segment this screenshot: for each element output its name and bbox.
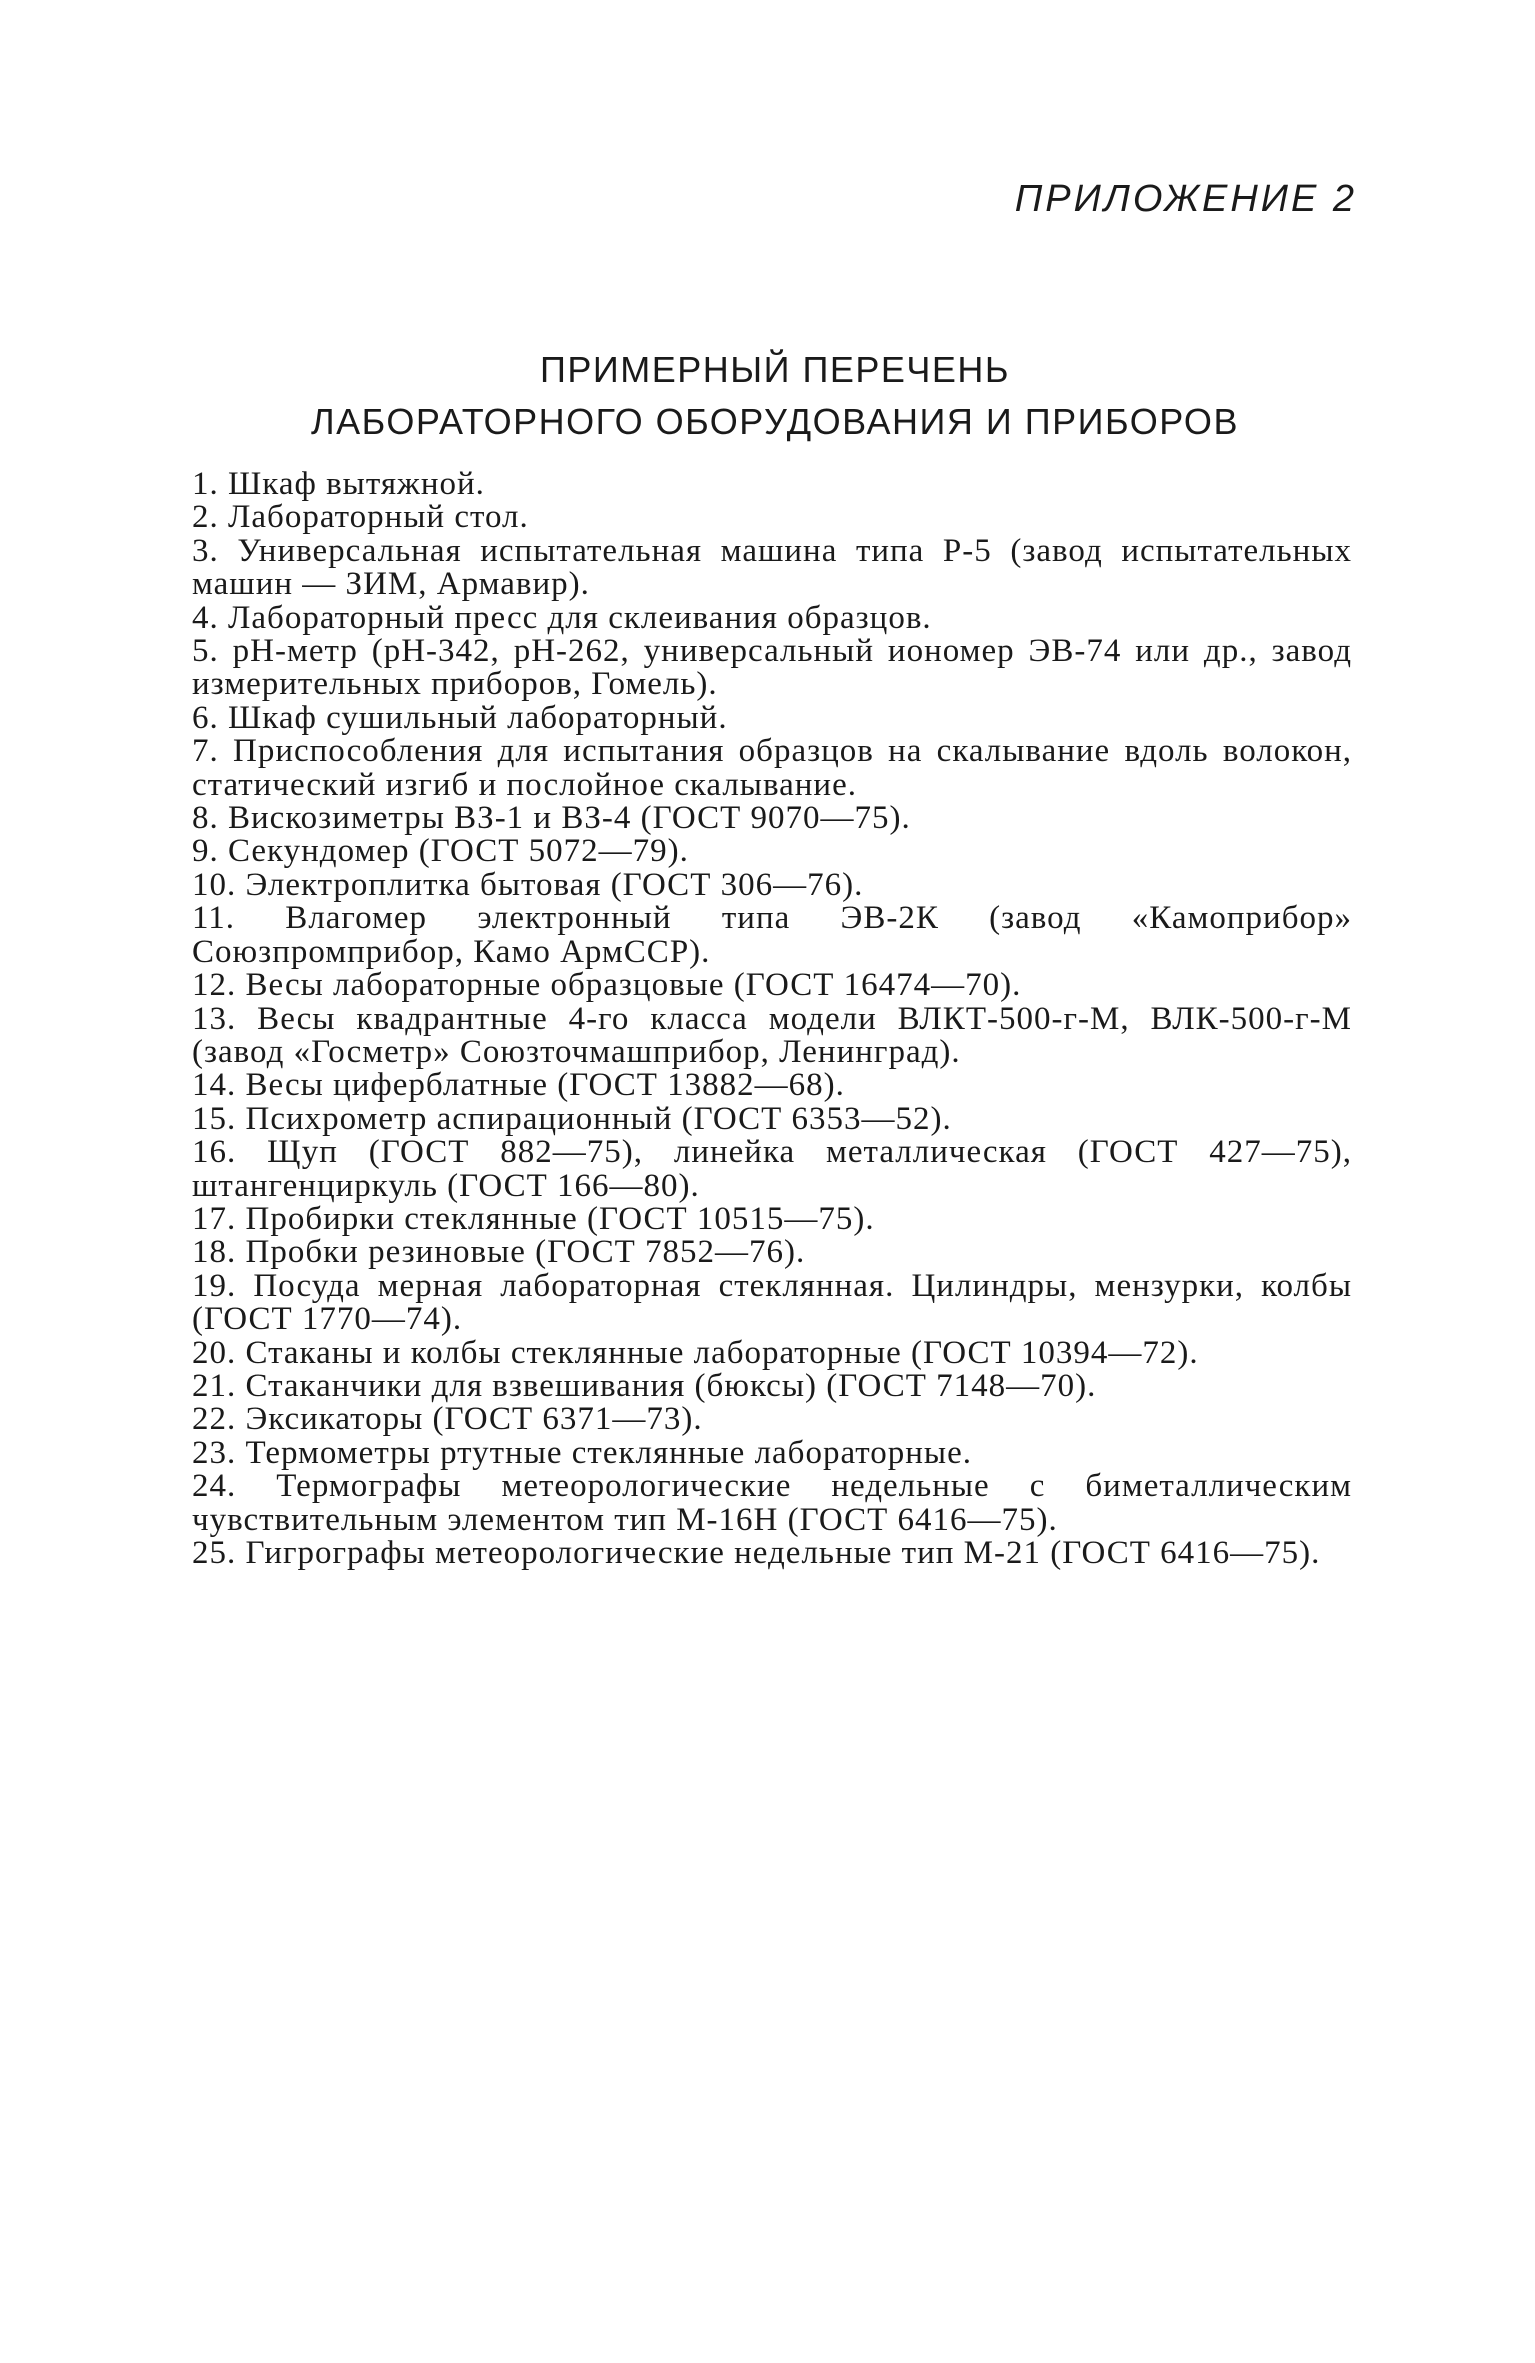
list-item: 14. Весы циферблатные (ГОСТ 13882—68). <box>192 1067 845 1104</box>
list-item: 22. Эксикаторы (ГОСТ 6371—73). <box>192 1401 703 1438</box>
title-line-1: ПРИМЕРНЫЙ ПЕРЕЧЕНЬ <box>539 349 1011 390</box>
list-item: 18. Пробки резиновые (ГОСТ 7852—76). <box>192 1234 806 1271</box>
list-item: 20. Стаканы и колбы стеклянные лабораторные (ГОСТ 10394—72). <box>192 1334 1199 1371</box>
document-title <box>190 344 1360 448</box>
list-item: 3. Универсальная испытательная машина типа Р-5 (завод испытательных машин — ЗИМ, Армавир). <box>192 532 1352 603</box>
title-line-2: ЛАБОРАТОРНОГО ОБОРУДОВАНИЯ И ПРИБОРОВ <box>311 401 1239 442</box>
list-item: 1. Шкаф вытяжной. <box>192 466 485 502</box>
list-item: 10. Электроплитка бытовая (ГОСТ 306—76). <box>192 866 864 903</box>
appendix-label: ПРИЛОЖЕНИЕ 2 <box>1014 178 1357 220</box>
list-item: 19. Посуда мерная лабораторная стеклянная. Цилиндры, мензурки, колбы (ГОСТ 1770—74). <box>192 1267 1352 1338</box>
list-item: 17. Пробирки стеклянные (ГОСТ 10515—75). <box>192 1200 875 1237</box>
equipment-list <box>192 468 1352 1570</box>
list-item: 2. Лабораторный стол. <box>192 499 529 536</box>
list-item: 11. Влагомер электронный типа ЭВ-2К (завод «Камоприбор» Союзпромприбор, Камо АрмССР). <box>192 900 1352 970</box>
list-item: 25. Гигрографы метеорологические недельные тип М-21 (ГОСТ 6416—75). <box>192 1535 1321 1571</box>
list-item: 12. Весы лабораторные образцовые (ГОСТ 16474—70). <box>192 967 1022 1004</box>
list-item: 6. Шкаф сушильный лабораторный. <box>192 699 728 736</box>
list-item: 15. Психрометр аспирационный (ГОСТ 6353—52). <box>192 1100 952 1137</box>
list-item: 8. Вискозиметры ВЗ-1 и ВЗ-4 (ГОСТ 9070—75). <box>192 800 911 837</box>
list-item: 13. Весы квадрантные 4-го класса модели ВЛКТ-500-г-М, ВЛК-500-г-М (завод «Госметр» Союзточмашприбор, Ленинград). <box>192 1000 1352 1070</box>
list-item: 16. Щуп (ГОСТ 882—75), линейка металлическая (ГОСТ 427—75), штангенциркуль (ГОСТ 166—80). <box>192 1134 1352 1204</box>
list-item: 24. Термографы метеорологические недельные с биметаллическим чувствительным элементом тип М-16Н (ГОСТ 6416—75). <box>192 1468 1352 1538</box>
list-item: 21. Стаканчики для взвешивания (бюксы) (ГОСТ 7148—70). <box>192 1367 1097 1404</box>
list-item: 9. Секундомер (ГОСТ 5072—79). <box>192 833 689 870</box>
list-item: 7. Приспособления для испытания образцов на скалывание вдоль волокон, статический изгиб и послойное скалывание. <box>192 733 1352 803</box>
list-item: 4. Лабораторный пресс для склеивания образцов. <box>192 599 932 636</box>
list-item: 23. Термометры ртутные стеклянные лабораторные. <box>192 1434 972 1471</box>
list-item: 5. pH-метр (pH-342, pH-262, универсальный иономер ЭВ-74 или др., завод измерительных приборов, Гомель). <box>192 633 1352 703</box>
